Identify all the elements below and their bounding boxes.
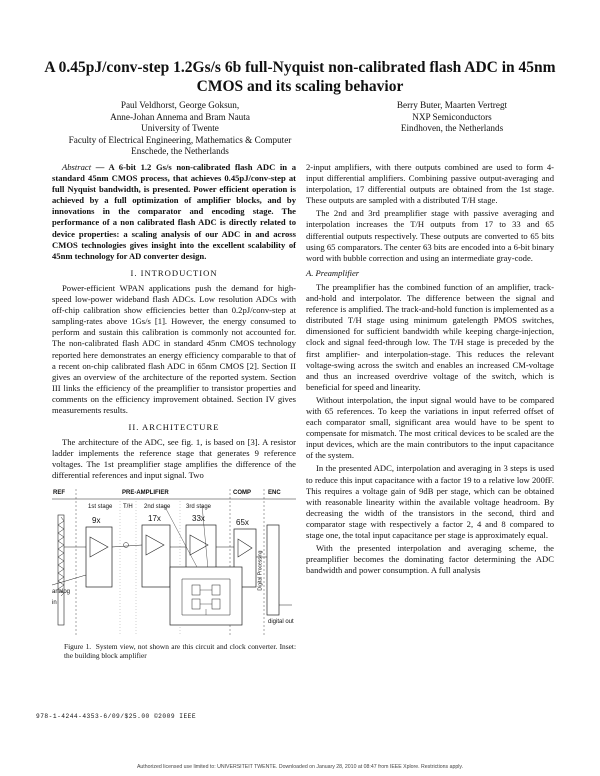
author-names-right: Berry Buter, Maarten Vertregt: [396, 100, 508, 110]
fig-label-enc: ENC: [268, 489, 281, 496]
right-paragraph-3: The preamplifier has the combined function of an amplifier, track-and-hold and interpolator. The difference between the signal and reference is amplified. The track-and-hold function is implemented as a distributed T/H stage using minimum gatelength PMOS switches, dimensioned for sufficient bandwidth while keeping charge-injection, clock and signal feed-through low. The T/H stage is preceded by the first amplifier- and interpolation-stage. This reduces the relevant voltage-swing across the switch and enables an increased CM-voltage and thus an increased overdrive voltage of the switch, which is beneficial for speed and linearity.: [306, 281, 554, 392]
abstract-text: — A 6-bit 1.2 Gs/s non-calibrated flash ADC in a standard 45nm CMOS process, that achieves 0.45pJ/conv-step at full Nyquist bandwidth, is presented. Power efficient operation is achieved by a full optimization of amplifier blocks, and by innovations in the comparator and encoding stage. The performance of a non calibrated flash ADC is directly related to device properties: a scaling analysis of our ADC in and across CMOS technologies gives insight into the excellent scalability of 45nm technology for AD converter design.: [52, 162, 296, 261]
fig-label-th: T/H: [123, 503, 133, 510]
fig-label-analog-in: analog in: [52, 588, 71, 606]
author-faculty: Faculty of Electrical Engineering, Mathematics & Computer: [68, 134, 292, 145]
intro-paragraph: Power-efficient WPAN applications push the demand for high-speed low-power wideband flash ADCs. Low resolution ADCs with off-chip calibration show efficiencies better than 0.2pJ/conv-step at sampling-rates above 1Gs/s [1]. However, the energy consumed to perform and sustain this calibration is commonly not accounted for. The non-calibrated flash ADC in standard 45nm CMOS technology reported here demonstrates an energy efficiency comparable to that of a recent on-chip calibrated flash ADC in 65nm CMOS [2]. Section II gives an overview of the architecture of the reported system. Section III links the efficiency of the preamplifier to transistor properties and comments on the efficiency improvement obtained. Section IV gives measurements results.: [52, 282, 296, 415]
figure-caption: Figure 1. System view, not shown are this circuit and clock converter. Inset: the building block amplifier: [64, 641, 297, 660]
right-paragraph-5: In the presented ADC, interpolation and averaging in 3 steps is used to reduce this input capacitance with a factor 19 to a relative low 200fF. This requires a voltage gain of 9dB per stage, which can be obtained with reasonable linearity within the available voltage headroom. By decreasing the width of the transistors in the second, third and comparator stage with respectively a factor 2, 4 and 8 compared to stage one, the total input capacitance per stage is approximately equal.: [306, 463, 554, 540]
fig-label-digital-out: digital out: [268, 618, 294, 625]
author-city: Enschede, the Netherlands: [131, 146, 229, 157]
fig-label-65x: 65x: [236, 517, 249, 527]
fig-label-17x: 17x: [148, 513, 161, 523]
authors-right: [342, 100, 562, 135]
caption-text: System view, not shown are this circuit and clock converter. Inset: the building block amplifier: [64, 641, 297, 660]
author-names-2: Anne-Johan Annema and Bram Nauta: [110, 111, 250, 122]
right-paragraph-1: 2-input amplifiers, with there outputs combined are used to form 4-input differential amplifiers. Combining passive output-averaging and interpolation, 17 differential outputs are obtained from the 1st stage. These outputs are sampled with a distributed T/H stage.: [306, 162, 554, 206]
fig-label-preamp: PRE-AMPLIFIER: [122, 489, 169, 496]
abstract-label: Abstract: [62, 162, 92, 172]
fig-label-dp: Digital Processing: [257, 550, 264, 591]
author-city-right: Eindhoven, the Netherlands: [400, 123, 504, 134]
author-university: University of Twente: [141, 123, 219, 134]
right-paragraph-4: Without interpolation, the input signal would have to be compared with 65 references. To keep the variations in input referred offset of each comparator small, significant area would have to be spent to compensate for mismatch. The most critical devices to be scaled are the input devices, which are the main contributors to the input capacitance of the system.: [306, 394, 554, 461]
left-column: [52, 162, 296, 660]
fig-label-33x: 33x: [192, 513, 205, 523]
right-paragraph-2: The 2nd and 3rd preamplifier stage with passive averaging and interpolation increases the T/H outputs from 17 to 33 and 65 differential outputs respectively. These outputs are converted to 65 bits using 65 comparators. The center 63 bits are encoded into a 6-bit binary word with bubble correction and using an intermediate gray-code.: [306, 208, 554, 263]
fig-label-comp: COMP: [233, 489, 251, 496]
license-note: Authorized licensed use limited to: UNIVERSITEIT TWENTE. Downloaded on January 28, 2010 at 08:47 from IEEE Xplore. Restrictions apply.: [136, 764, 464, 770]
section-preamp-title: A. Preamplifier: [306, 267, 360, 278]
authors-left: [40, 100, 320, 158]
caption-label: Figure 1: [64, 641, 90, 651]
fig-label-9x: 9x: [92, 515, 101, 525]
right-paragraph-6: With the presented interpolation and averaging scheme, the preamplifier becomes the dominating factor determining the ADC bandwidth and power consumption. A full analysis: [306, 543, 554, 576]
section-intro-title: I. INTRODUCTION: [130, 267, 218, 278]
section-arch-title: II. ARCHITECTURE: [128, 422, 220, 433]
fig-label-stage2: 2nd stage: [144, 503, 171, 510]
fig-label-stage1: 1st stage: [88, 503, 113, 510]
author-company: NXP Semiconductors: [412, 111, 492, 122]
right-column: [306, 162, 554, 578]
arch-paragraph: The architecture of the ADC, see fig. 1, is based on [3]. A resistor ladder implements the reference stage that generates 9 reference voltages. The 1st preamplifier stage amplifies the difference of the differential references and input signal. Two: [52, 437, 296, 481]
author-names-1: Paul Veldhorst, George Goksun,: [120, 100, 240, 110]
fig-label-ref: REF: [53, 489, 65, 496]
ieee-footer: 978-1-4244-4353-6/09/$25.00 ©2009 IEEE: [36, 713, 197, 720]
abstract: [52, 162, 296, 262]
figure-1: [52, 485, 296, 640]
paper-title: A 0.45pJ/conv-step 1.2Gs/s 6b full-Nyquist non-calibrated flash ADC in 45nm CMOS and its scaling behavior: [44, 59, 556, 95]
fig-label-stage3: 3rd stage: [186, 503, 212, 510]
